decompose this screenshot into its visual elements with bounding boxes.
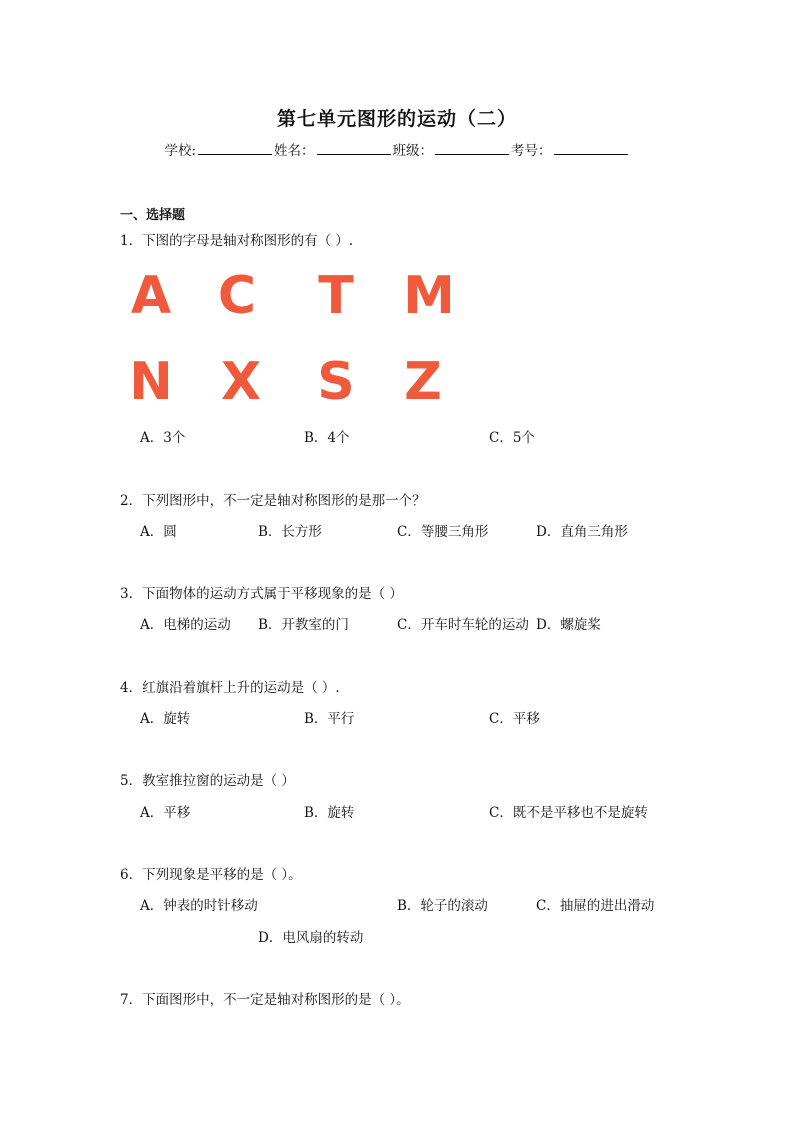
class-label: 班级： (392, 143, 434, 159)
q6-option-c[interactable]: C．抽屉的进出滑动 (536, 898, 655, 914)
q2-option-d[interactable]: D．直角三角形 (536, 524, 628, 540)
number-label: 考号： (511, 143, 552, 159)
letter-x: X (220, 352, 262, 412)
letter-c: C (217, 266, 257, 326)
q1-option-c[interactable]: C．5个 (489, 430, 535, 446)
q4-option-a[interactable]: A．旋转 (140, 711, 191, 727)
q2-option-a[interactable]: A．圆 (140, 524, 177, 540)
section-heading: 一、选择题 (120, 208, 186, 223)
name-blank[interactable] (317, 140, 391, 155)
school-label: 学校: (164, 143, 197, 159)
letter-n: N (129, 352, 173, 412)
question-4-stem: 4．红旗沿着旗杆上升的运动是（ ）. (120, 680, 340, 696)
letter-t: T (318, 266, 354, 326)
q5-option-b[interactable]: B．旋转 (304, 805, 355, 821)
q2-option-c[interactable]: C．等腰三角形 (397, 524, 489, 540)
q3-option-b[interactable]: B．开教室的门 (258, 617, 349, 633)
question-6-stem: 6．下列现象是平移的是（ ）。 (120, 867, 302, 883)
q3-option-a[interactable]: A．电梯的运动 (140, 617, 231, 633)
q1-option-b[interactable]: B．4个 (304, 430, 350, 446)
q1-option-a[interactable]: A．3个 (140, 430, 186, 446)
number-blank[interactable] (554, 140, 628, 155)
question-5-stem: 5．教室推拉窗的运动是（ ） (120, 773, 295, 789)
q5-option-c[interactable]: C．既不是平移也不是旋转 (489, 805, 648, 821)
letter-z: Z (404, 352, 442, 412)
q3-option-c[interactable]: C．开车时车轮的运动 (397, 617, 529, 633)
name-label: 姓名： (274, 143, 315, 159)
q2-option-b[interactable]: B．长方形 (258, 524, 322, 540)
q6-option-a[interactable]: A．钟表的时针移动 (140, 898, 258, 914)
q6-option-d[interactable]: D．电风扇的转动 (258, 930, 364, 946)
q5-option-a[interactable]: A．平移 (140, 805, 191, 821)
q4-option-c[interactable]: C．平移 (489, 711, 540, 727)
question-2-stem: 2．下列图形中，不一定是轴对称图形的是那一个？ (120, 493, 426, 509)
page-title: 第七单元图形的运动（二） (276, 108, 517, 130)
q4-option-b[interactable]: B．平行 (304, 711, 355, 727)
q3-option-d[interactable]: D．螺旋桨 (536, 617, 601, 633)
question-3-stem: 3．下面物体的运动方式属于平移现象的是（ ） (120, 586, 403, 602)
class-blank[interactable] (435, 140, 509, 155)
question-7-stem: 7．下面图形中，不一定是轴对称图形的是（ ）。 (120, 992, 410, 1008)
q6-option-b[interactable]: B．轮子的滚动 (397, 898, 488, 914)
student-info-line (0, 139, 794, 159)
question-1-stem: 1．下图的字母是轴对称图形的有（ ）. (120, 233, 354, 249)
school-blank[interactable] (198, 140, 272, 155)
letter-a: A (130, 266, 172, 326)
letter-s: S (317, 352, 355, 412)
letter-m: M (403, 266, 455, 326)
